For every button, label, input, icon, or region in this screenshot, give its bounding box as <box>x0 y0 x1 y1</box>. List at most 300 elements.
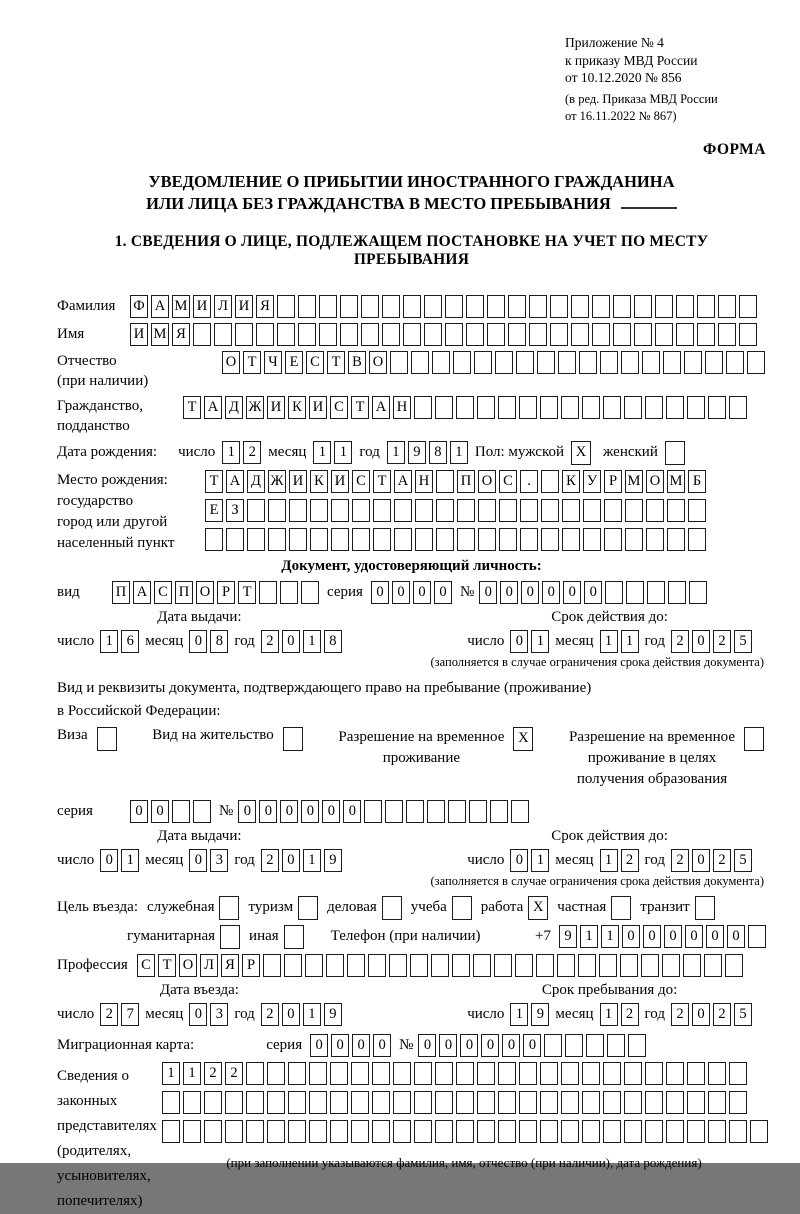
char-cell[interactable] <box>478 499 496 522</box>
purpose-humanitarian-checkbox[interactable] <box>220 925 240 949</box>
char-cell[interactable] <box>634 295 652 318</box>
char-cell[interactable]: П <box>112 581 130 604</box>
char-cell[interactable] <box>667 528 685 551</box>
char-cell[interactable] <box>466 323 484 346</box>
char-cell[interactable] <box>689 581 707 604</box>
char-cell[interactable] <box>268 499 286 522</box>
char-cell[interactable] <box>372 1062 390 1085</box>
char-cell[interactable]: 0 <box>502 1034 520 1057</box>
char-cell[interactable]: 1 <box>303 1003 321 1026</box>
char-cell[interactable]: 8 <box>429 441 447 464</box>
char-cell[interactable] <box>687 1120 705 1143</box>
char-cell[interactable]: К <box>562 470 580 493</box>
char-cell[interactable] <box>435 1091 453 1114</box>
char-cell[interactable] <box>498 1120 516 1143</box>
char-cell[interactable] <box>193 800 211 823</box>
char-cell[interactable] <box>298 323 316 346</box>
char-cell[interactable] <box>540 396 558 419</box>
char-cell[interactable] <box>667 499 685 522</box>
char-cell[interactable] <box>393 1062 411 1085</box>
char-cell[interactable] <box>499 528 517 551</box>
char-cell[interactable]: 1 <box>510 1003 528 1026</box>
char-cell[interactable]: Т <box>373 470 391 493</box>
char-cell[interactable]: 3 <box>210 1003 228 1026</box>
char-cell[interactable] <box>394 528 412 551</box>
sex-male-checkbox[interactable]: X <box>571 441 591 465</box>
char-cell[interactable]: Ф <box>130 295 148 318</box>
char-cell[interactable] <box>361 295 379 318</box>
char-cell[interactable]: 1 <box>334 441 352 464</box>
char-cell[interactable] <box>645 1091 663 1114</box>
sex-female-checkbox[interactable] <box>665 441 685 465</box>
char-cell[interactable]: Б <box>688 470 706 493</box>
char-cell[interactable] <box>561 1062 579 1085</box>
char-cell[interactable] <box>624 396 642 419</box>
char-cell[interactable] <box>340 323 358 346</box>
char-cell[interactable] <box>394 499 412 522</box>
char-cell[interactable]: 1 <box>600 849 618 872</box>
char-cell[interactable] <box>415 499 433 522</box>
char-cell[interactable] <box>235 323 253 346</box>
char-cell[interactable] <box>305 954 323 977</box>
char-cell[interactable] <box>298 295 316 318</box>
char-cell[interactable] <box>666 1091 684 1114</box>
char-cell[interactable] <box>204 1091 222 1114</box>
residence-permit-checkbox[interactable] <box>283 727 303 751</box>
char-cell[interactable]: 0 <box>439 1034 457 1057</box>
char-cell[interactable]: М <box>172 295 190 318</box>
char-cell[interactable]: О <box>222 351 240 374</box>
char-cell[interactable] <box>655 323 673 346</box>
char-cell[interactable]: 2 <box>204 1062 222 1085</box>
char-cell[interactable] <box>225 1120 243 1143</box>
char-cell[interactable] <box>477 1062 495 1085</box>
char-cell[interactable] <box>431 954 449 977</box>
char-cell[interactable] <box>288 1091 306 1114</box>
char-cell[interactable] <box>331 528 349 551</box>
char-cell[interactable]: 0 <box>371 581 389 604</box>
char-cell[interactable] <box>183 1091 201 1114</box>
char-cell[interactable]: П <box>175 581 193 604</box>
char-cell[interactable] <box>457 528 475 551</box>
char-cell[interactable]: 0 <box>500 581 518 604</box>
char-cell[interactable] <box>687 1062 705 1085</box>
char-cell[interactable]: 1 <box>162 1062 180 1085</box>
char-cell[interactable]: 1 <box>601 925 619 948</box>
char-cell[interactable]: И <box>289 470 307 493</box>
char-cell[interactable]: О <box>478 470 496 493</box>
char-cell[interactable] <box>729 1120 747 1143</box>
char-cell[interactable] <box>668 581 686 604</box>
char-cell[interactable] <box>309 1091 327 1114</box>
char-cell[interactable] <box>436 470 454 493</box>
char-cell[interactable] <box>739 323 757 346</box>
char-cell[interactable] <box>628 1034 646 1057</box>
char-cell[interactable] <box>666 1062 684 1085</box>
char-cell[interactable] <box>414 1091 432 1114</box>
char-cell[interactable]: 0 <box>521 581 539 604</box>
char-cell[interactable]: 0 <box>282 849 300 872</box>
char-cell[interactable]: И <box>235 295 253 318</box>
char-cell[interactable]: И <box>193 295 211 318</box>
char-cell[interactable] <box>571 323 589 346</box>
char-cell[interactable]: 0 <box>584 581 602 604</box>
char-cell[interactable] <box>474 351 492 374</box>
char-cell[interactable] <box>708 1091 726 1114</box>
char-cell[interactable] <box>289 528 307 551</box>
char-cell[interactable] <box>565 1034 583 1057</box>
char-cell[interactable] <box>246 1120 264 1143</box>
char-cell[interactable]: 0 <box>151 800 169 823</box>
char-cell[interactable]: Р <box>604 470 622 493</box>
char-cell[interactable] <box>280 581 298 604</box>
char-cell[interactable] <box>247 528 265 551</box>
char-cell[interactable]: 0 <box>310 1034 328 1057</box>
char-cell[interactable]: 0 <box>189 1003 207 1026</box>
char-cell[interactable] <box>558 351 576 374</box>
char-cell[interactable]: Л <box>200 954 218 977</box>
char-cell[interactable] <box>748 925 766 948</box>
char-cell[interactable]: Р <box>242 954 260 977</box>
char-cell[interactable] <box>310 528 328 551</box>
char-cell[interactable]: 0 <box>643 925 661 948</box>
char-cell[interactable] <box>373 499 391 522</box>
char-cell[interactable] <box>676 323 694 346</box>
char-cell[interactable] <box>655 295 673 318</box>
char-cell[interactable] <box>225 1091 243 1114</box>
char-cell[interactable] <box>373 528 391 551</box>
char-cell[interactable] <box>624 1120 642 1143</box>
char-cell[interactable] <box>600 351 618 374</box>
char-cell[interactable]: 9 <box>408 441 426 464</box>
char-cell[interactable] <box>456 1091 474 1114</box>
char-cell[interactable] <box>578 954 596 977</box>
char-cell[interactable]: С <box>154 581 172 604</box>
char-cell[interactable]: О <box>179 954 197 977</box>
char-cell[interactable] <box>603 396 621 419</box>
char-cell[interactable]: 2 <box>261 849 279 872</box>
char-cell[interactable]: 0 <box>542 581 560 604</box>
char-cell[interactable]: Т <box>243 351 261 374</box>
char-cell[interactable] <box>541 528 559 551</box>
char-cell[interactable]: Ж <box>268 470 286 493</box>
char-cell[interactable] <box>541 470 559 493</box>
char-cell[interactable] <box>683 954 701 977</box>
char-cell[interactable] <box>747 351 765 374</box>
char-cell[interactable] <box>288 1120 306 1143</box>
char-cell[interactable] <box>697 295 715 318</box>
char-cell[interactable]: 9 <box>559 925 577 948</box>
char-cell[interactable] <box>604 528 622 551</box>
char-cell[interactable]: 0 <box>238 800 256 823</box>
char-cell[interactable]: 1 <box>450 441 468 464</box>
char-cell[interactable] <box>550 323 568 346</box>
char-cell[interactable] <box>277 323 295 346</box>
char-cell[interactable] <box>647 581 665 604</box>
char-cell[interactable]: 0 <box>189 849 207 872</box>
char-cell[interactable] <box>687 396 705 419</box>
purpose-study-checkbox[interactable] <box>452 896 472 920</box>
char-cell[interactable] <box>729 1091 747 1114</box>
char-cell[interactable] <box>599 954 617 977</box>
char-cell[interactable]: 9 <box>324 1003 342 1026</box>
char-cell[interactable] <box>393 1091 411 1114</box>
char-cell[interactable]: Т <box>351 396 369 419</box>
char-cell[interactable] <box>708 396 726 419</box>
char-cell[interactable] <box>605 581 623 604</box>
char-cell[interactable] <box>729 1062 747 1085</box>
char-cell[interactable] <box>477 396 495 419</box>
char-cell[interactable] <box>473 954 491 977</box>
char-cell[interactable]: 0 <box>692 630 710 653</box>
char-cell[interactable] <box>319 295 337 318</box>
char-cell[interactable] <box>718 295 736 318</box>
char-cell[interactable]: 1 <box>303 630 321 653</box>
char-cell[interactable]: С <box>306 351 324 374</box>
char-cell[interactable] <box>193 323 211 346</box>
char-cell[interactable]: С <box>137 954 155 977</box>
char-cell[interactable]: Н <box>393 396 411 419</box>
char-cell[interactable] <box>268 528 286 551</box>
char-cell[interactable] <box>347 954 365 977</box>
char-cell[interactable]: 1 <box>100 630 118 653</box>
char-cell[interactable] <box>536 954 554 977</box>
char-cell[interactable]: 1 <box>580 925 598 948</box>
char-cell[interactable]: 0 <box>481 1034 499 1057</box>
char-cell[interactable]: К <box>288 396 306 419</box>
char-cell[interactable] <box>537 351 555 374</box>
char-cell[interactable]: 0 <box>622 925 640 948</box>
char-cell[interactable] <box>645 1120 663 1143</box>
char-cell[interactable]: 2 <box>621 849 639 872</box>
char-cell[interactable] <box>487 295 505 318</box>
char-cell[interactable] <box>457 499 475 522</box>
char-cell[interactable] <box>666 396 684 419</box>
char-cell[interactable] <box>162 1091 180 1114</box>
char-cell[interactable]: 0 <box>664 925 682 948</box>
char-cell[interactable] <box>448 800 466 823</box>
char-cell[interactable]: 2 <box>671 630 689 653</box>
char-cell[interactable] <box>310 499 328 522</box>
char-cell[interactable] <box>352 528 370 551</box>
char-cell[interactable]: 0 <box>510 849 528 872</box>
char-cell[interactable] <box>592 295 610 318</box>
char-cell[interactable] <box>469 800 487 823</box>
char-cell[interactable] <box>389 954 407 977</box>
char-cell[interactable]: 1 <box>121 849 139 872</box>
char-cell[interactable] <box>529 295 547 318</box>
char-cell[interactable] <box>263 954 281 977</box>
char-cell[interactable] <box>582 1091 600 1114</box>
char-cell[interactable] <box>351 1091 369 1114</box>
char-cell[interactable]: 1 <box>387 441 405 464</box>
char-cell[interactable]: Е <box>205 499 223 522</box>
char-cell[interactable]: 0 <box>282 1003 300 1026</box>
char-cell[interactable] <box>364 800 382 823</box>
char-cell[interactable] <box>477 1120 495 1143</box>
char-cell[interactable] <box>390 351 408 374</box>
temp-residence-edu-checkbox[interactable] <box>744 727 764 751</box>
char-cell[interactable] <box>624 1091 642 1114</box>
char-cell[interactable]: 1 <box>303 849 321 872</box>
char-cell[interactable]: М <box>667 470 685 493</box>
char-cell[interactable] <box>432 351 450 374</box>
char-cell[interactable]: 0 <box>259 800 277 823</box>
char-cell[interactable]: 0 <box>510 630 528 653</box>
char-cell[interactable] <box>330 1120 348 1143</box>
char-cell[interactable] <box>424 295 442 318</box>
char-cell[interactable] <box>499 499 517 522</box>
char-cell[interactable] <box>582 396 600 419</box>
char-cell[interactable]: 1 <box>222 441 240 464</box>
char-cell[interactable]: 9 <box>324 849 342 872</box>
char-cell[interactable] <box>246 1062 264 1085</box>
char-cell[interactable] <box>676 295 694 318</box>
char-cell[interactable]: 5 <box>734 1003 752 1026</box>
char-cell[interactable] <box>624 1062 642 1085</box>
char-cell[interactable]: Д <box>247 470 265 493</box>
char-cell[interactable] <box>646 499 664 522</box>
char-cell[interactable]: . <box>520 470 538 493</box>
char-cell[interactable] <box>688 528 706 551</box>
char-cell[interactable]: П <box>457 470 475 493</box>
char-cell[interactable] <box>583 528 601 551</box>
char-cell[interactable] <box>183 1120 201 1143</box>
char-cell[interactable] <box>259 581 277 604</box>
char-cell[interactable]: К <box>310 470 328 493</box>
char-cell[interactable]: 2 <box>261 1003 279 1026</box>
char-cell[interactable]: Р <box>217 581 235 604</box>
char-cell[interactable]: Н <box>415 470 433 493</box>
char-cell[interactable]: 1 <box>531 630 549 653</box>
char-cell[interactable] <box>586 1034 604 1057</box>
char-cell[interactable]: 0 <box>706 925 724 948</box>
visa-checkbox[interactable] <box>97 727 117 751</box>
char-cell[interactable]: 0 <box>100 849 118 872</box>
char-cell[interactable] <box>646 528 664 551</box>
char-cell[interactable] <box>414 1062 432 1085</box>
char-cell[interactable]: 8 <box>210 630 228 653</box>
char-cell[interactable] <box>663 351 681 374</box>
char-cell[interactable]: 9 <box>531 1003 549 1026</box>
char-cell[interactable] <box>634 323 652 346</box>
char-cell[interactable] <box>515 954 533 977</box>
char-cell[interactable] <box>478 528 496 551</box>
char-cell[interactable] <box>495 351 513 374</box>
char-cell[interactable]: 7 <box>121 1003 139 1026</box>
char-cell[interactable] <box>435 1120 453 1143</box>
char-cell[interactable] <box>340 295 358 318</box>
char-cell[interactable] <box>645 1062 663 1085</box>
char-cell[interactable] <box>697 323 715 346</box>
char-cell[interactable] <box>621 351 639 374</box>
char-cell[interactable] <box>579 351 597 374</box>
char-cell[interactable] <box>403 323 421 346</box>
char-cell[interactable] <box>352 499 370 522</box>
char-cell[interactable] <box>541 499 559 522</box>
char-cell[interactable] <box>626 581 644 604</box>
char-cell[interactable] <box>351 1062 369 1085</box>
char-cell[interactable]: О <box>196 581 214 604</box>
char-cell[interactable] <box>309 1062 327 1085</box>
char-cell[interactable] <box>456 1120 474 1143</box>
char-cell[interactable]: 2 <box>713 1003 731 1026</box>
char-cell[interactable]: 3 <box>210 849 228 872</box>
char-cell[interactable] <box>562 528 580 551</box>
char-cell[interactable] <box>284 954 302 977</box>
char-cell[interactable] <box>645 396 663 419</box>
char-cell[interactable]: О <box>646 470 664 493</box>
char-cell[interactable] <box>372 1120 390 1143</box>
char-cell[interactable] <box>561 1091 579 1114</box>
char-cell[interactable]: 0 <box>418 1034 436 1057</box>
char-cell[interactable] <box>414 396 432 419</box>
char-cell[interactable] <box>498 1091 516 1114</box>
char-cell[interactable] <box>393 1120 411 1143</box>
char-cell[interactable] <box>557 954 575 977</box>
char-cell[interactable] <box>309 1120 327 1143</box>
char-cell[interactable]: 0 <box>343 800 361 823</box>
char-cell[interactable] <box>267 1062 285 1085</box>
char-cell[interactable]: А <box>133 581 151 604</box>
char-cell[interactable]: И <box>309 396 327 419</box>
char-cell[interactable] <box>604 499 622 522</box>
char-cell[interactable] <box>477 1091 495 1114</box>
purpose-private-checkbox[interactable] <box>611 896 631 920</box>
char-cell[interactable] <box>613 295 631 318</box>
char-cell[interactable] <box>561 396 579 419</box>
char-cell[interactable] <box>508 323 526 346</box>
char-cell[interactable] <box>561 1120 579 1143</box>
char-cell[interactable]: Т <box>158 954 176 977</box>
char-cell[interactable]: Л <box>214 295 232 318</box>
char-cell[interactable] <box>508 295 526 318</box>
char-cell[interactable] <box>415 528 433 551</box>
char-cell[interactable] <box>540 1062 558 1085</box>
temp-residence-checkbox[interactable]: X <box>513 727 533 751</box>
char-cell[interactable]: 0 <box>322 800 340 823</box>
char-cell[interactable] <box>519 1091 537 1114</box>
char-cell[interactable] <box>330 1062 348 1085</box>
purpose-tourism-checkbox[interactable] <box>298 896 318 920</box>
char-cell[interactable]: 0 <box>280 800 298 823</box>
char-cell[interactable] <box>613 323 631 346</box>
char-cell[interactable] <box>466 295 484 318</box>
char-cell[interactable]: Е <box>285 351 303 374</box>
char-cell[interactable]: 1 <box>600 1003 618 1026</box>
char-cell[interactable] <box>288 1062 306 1085</box>
char-cell[interactable] <box>445 295 463 318</box>
char-cell[interactable] <box>226 528 244 551</box>
char-cell[interactable] <box>204 1120 222 1143</box>
char-cell[interactable]: 0 <box>301 800 319 823</box>
char-cell[interactable] <box>453 351 471 374</box>
char-cell[interactable] <box>571 295 589 318</box>
char-cell[interactable] <box>529 323 547 346</box>
char-cell[interactable]: 0 <box>413 581 431 604</box>
char-cell[interactable]: О <box>369 351 387 374</box>
purpose-transit-checkbox[interactable] <box>695 896 715 920</box>
char-cell[interactable]: Т <box>238 581 256 604</box>
char-cell[interactable]: А <box>151 295 169 318</box>
char-cell[interactable] <box>172 800 190 823</box>
char-cell[interactable]: 2 <box>713 630 731 653</box>
char-cell[interactable]: 2 <box>243 441 261 464</box>
char-cell[interactable] <box>603 1091 621 1114</box>
char-cell[interactable] <box>511 800 529 823</box>
char-cell[interactable] <box>319 323 337 346</box>
char-cell[interactable] <box>436 528 454 551</box>
